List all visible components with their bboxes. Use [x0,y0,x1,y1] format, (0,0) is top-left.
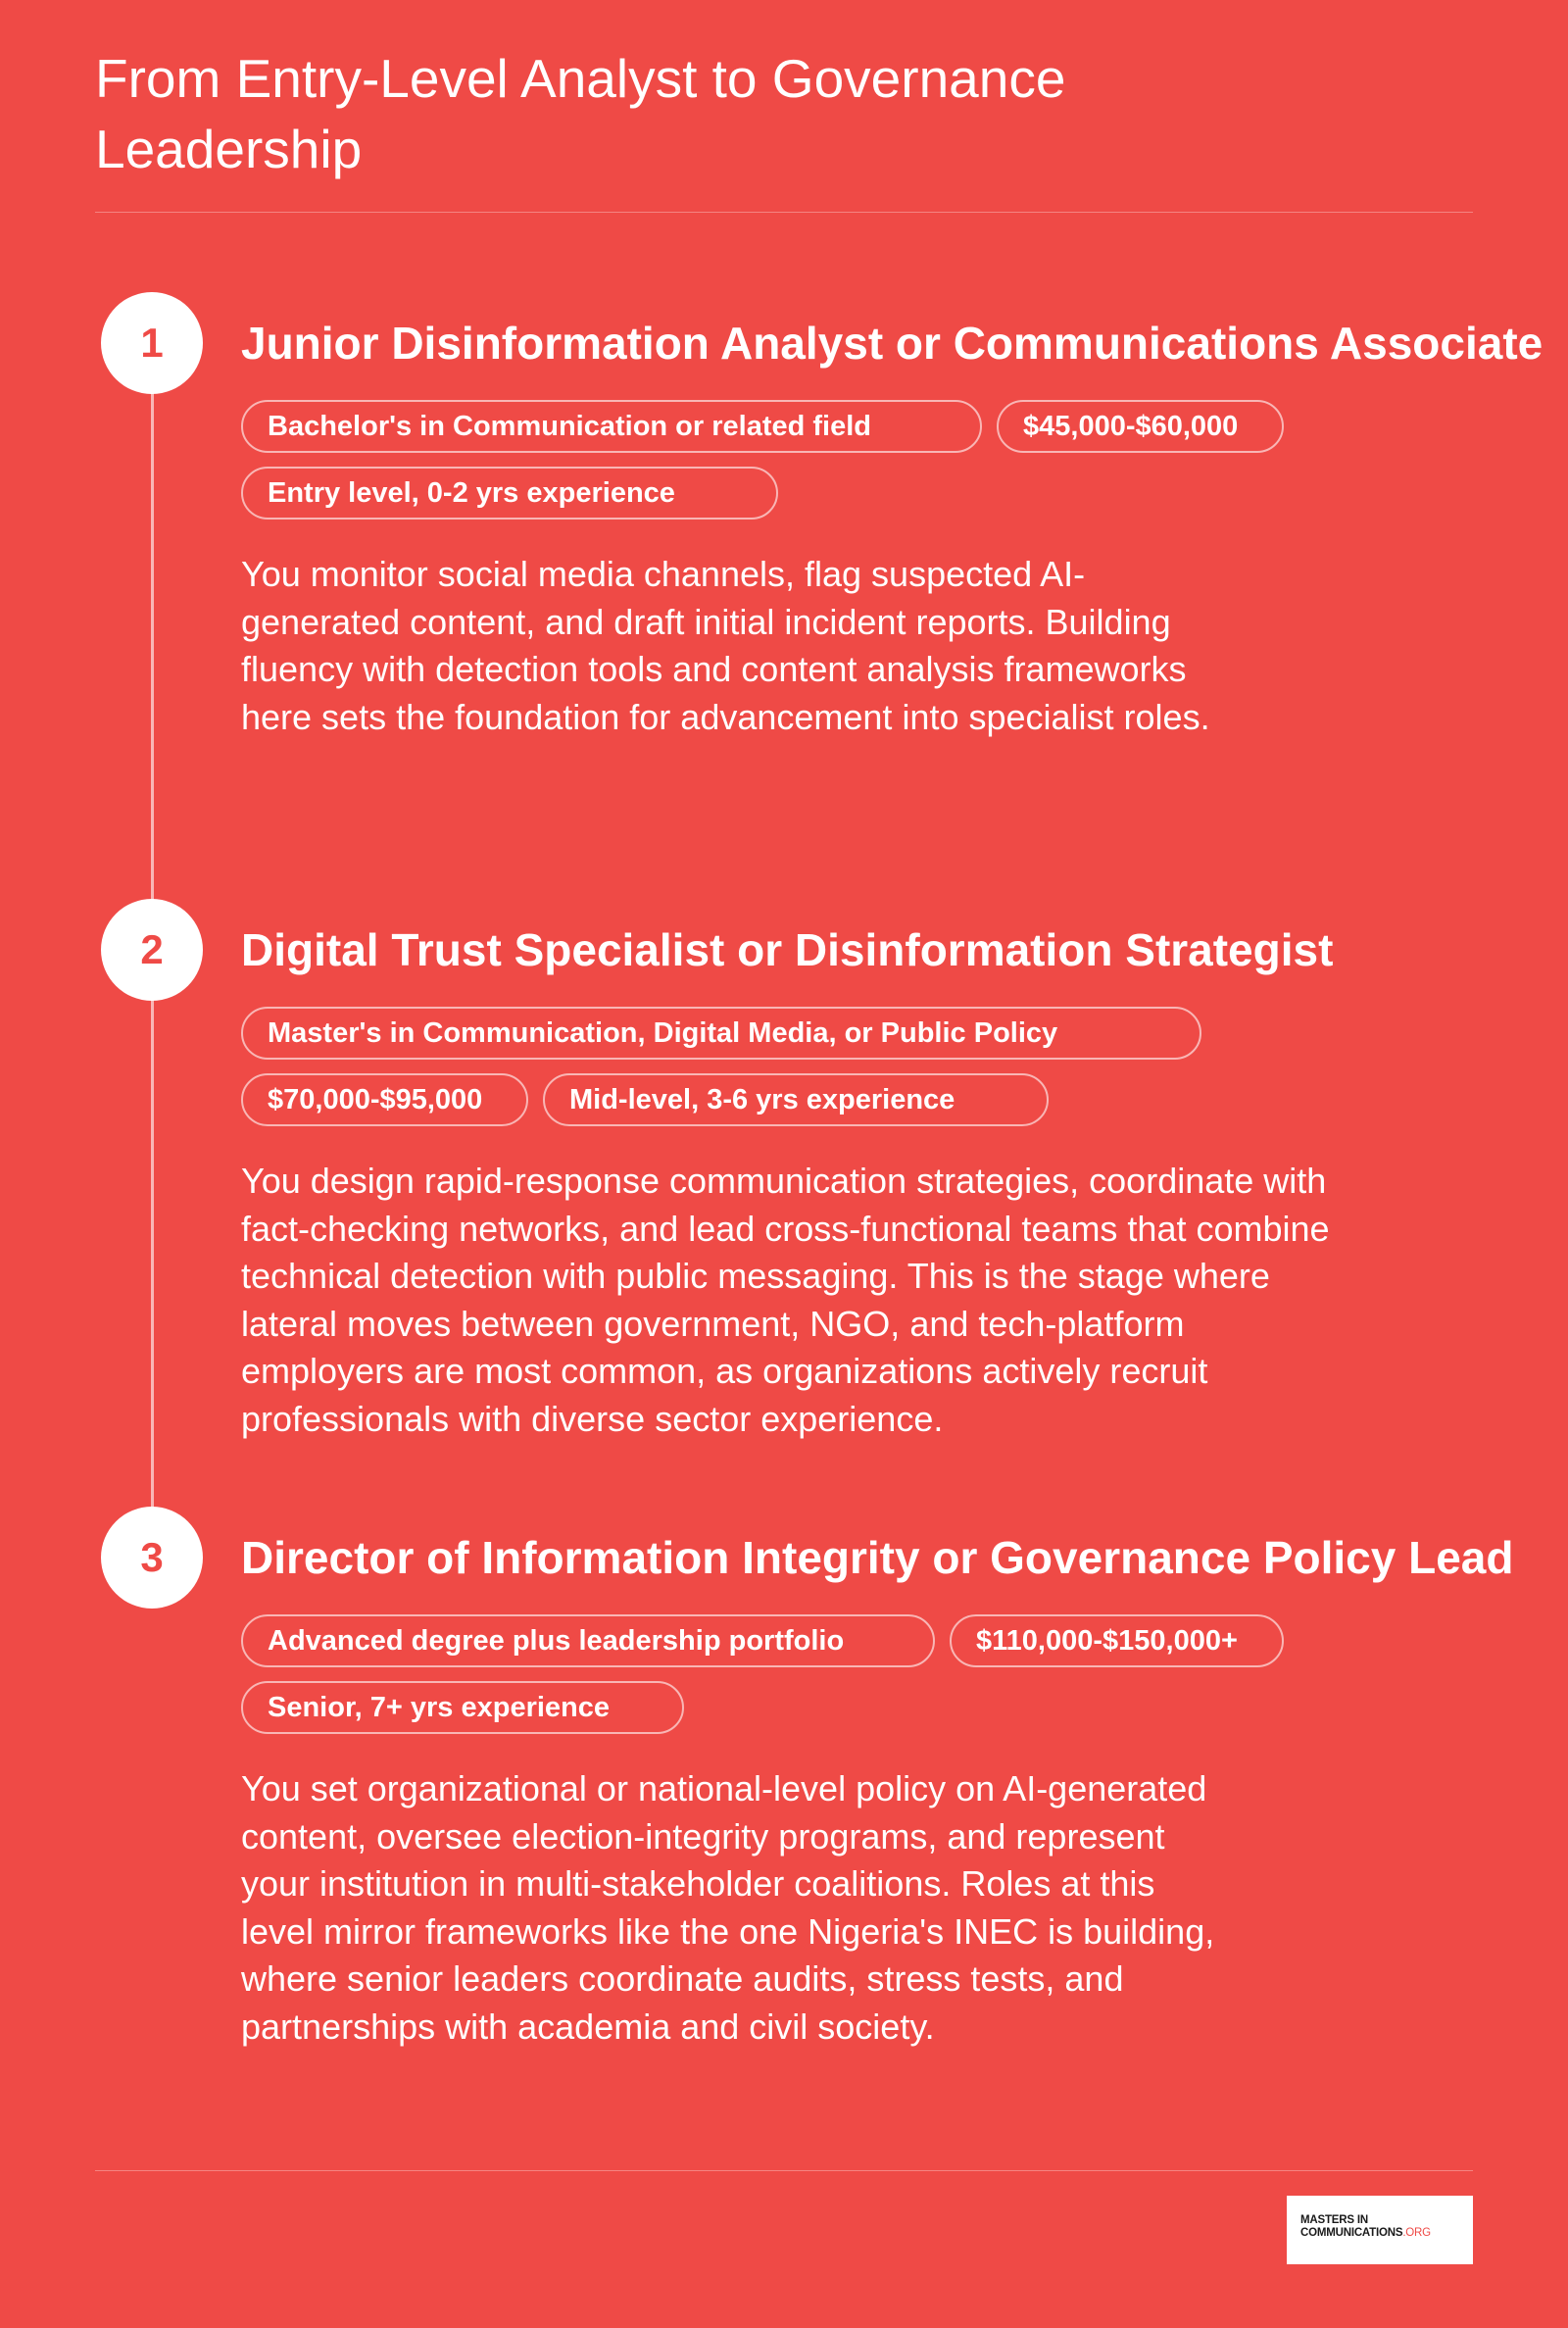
step-number-badge: 3 [101,1507,203,1609]
step-description: You design rapid-response communication strategies, coordinate with fact-checking networks, and lead cross-functional teams that combine technical detection with public messaging. This is the stage where lateral moves between government, NGO, and tech-platform employers are most common, as organizations actively recruit professionals with diverse sector experience. [241,1161,1330,1439]
education-pill: Bachelor's in Communication or related field [241,400,982,453]
footer-divider [95,2170,1473,2171]
logo-line-2: COMMUNICATIONS.ORG [1300,2227,1431,2239]
salary-pill: $110,000-$150,000+ [950,1614,1284,1667]
step-title: Digital Trust Specialist or Disinformation Strategist [241,924,1334,975]
step-number-badge: 1 [101,292,203,394]
education-pill: Advanced degree plus leadership portfolio [241,1614,935,1667]
step-title: Director of Information Integrity or Governance Policy Lead [241,1532,1514,1583]
experience-pill: Senior, 7+ yrs experience [241,1681,684,1734]
mastersincommunications-logo [1287,2196,1473,2264]
step-title: Junior Disinformation Analyst or Communications Associate [241,318,1544,369]
experience-pill: Entry level, 0-2 yrs experience [241,467,778,520]
step-number-badge: 2 [101,899,203,1001]
step-description: You set organizational or national-level policy on AI-generated content, oversee election-integrity programs, and represent your institution in multi-stakeholder coalitions. Roles at this level mirror frameworks like the one Nigeria's INEC is building, where senior leaders coordinate audits, stress tests, and partnerships with academia and civil society. [241,1768,1215,2047]
education-pill: Master's in Communication, Digital Media, or Public Policy [241,1007,1201,1060]
header-divider [95,212,1473,213]
salary-pill: $45,000-$60,000 [997,400,1284,453]
experience-pill: Mid-level, 3-6 yrs experience [543,1073,1049,1126]
page-title: From Entry-Level Analyst to Governance Leadership [95,48,1066,179]
step-description: You monitor social media channels, flag suspected AI-generated content, and draft initial incident reports. Building fluency with detection tools and content analysis frameworks here sets the foundation for advancement into specialist roles. [241,554,1210,737]
logo-line-1: MASTERS IN [1300,2214,1368,2226]
salary-pill: $70,000-$95,000 [241,1073,528,1126]
